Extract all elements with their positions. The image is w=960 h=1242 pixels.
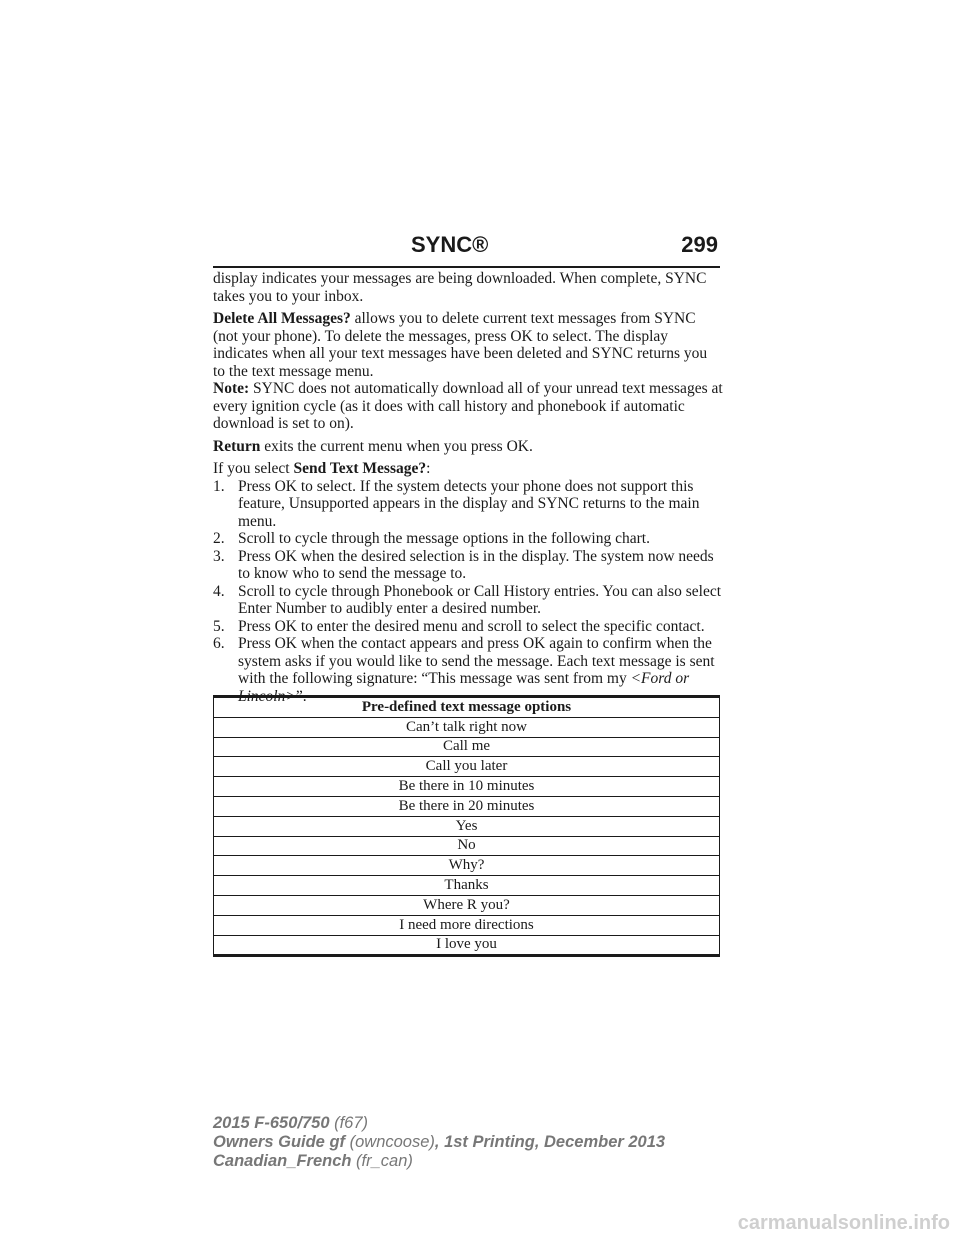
page-header [213, 228, 720, 268]
paragraph-send-intro [213, 460, 723, 478]
watermark: carmanualsonline.info [737, 1212, 950, 1234]
table-row: Call you later [214, 757, 720, 777]
message-options-table [213, 695, 720, 957]
footer-line-2: Owners Guide gf (owncoose), 1st Printing, December 2013 [213, 1133, 666, 1151]
page-body [213, 270, 723, 710]
paragraph-return [213, 438, 723, 456]
delete-all-text: allows you to delete current text messages from SYNC (not your phone). To delete the messages, press OK to select. The display indicates when all your text messages have been deleted and SYNC returns you to the text message menu. [213, 310, 708, 380]
send-text-label: Send Text Message? [293, 460, 427, 477]
table-row: Why? [214, 856, 720, 876]
print-footer [213, 1114, 665, 1171]
list-item: 5. Press OK to enter the desired menu and scroll to select the specific contact. [213, 617, 705, 635]
return-text: exits the current menu when you press OK. [260, 437, 533, 455]
paragraph-delete-all [213, 310, 723, 380]
table-row: I love you [214, 935, 720, 956]
list-item: 1. Press OK to select. If the system detects your phone does not support this feature, Unsupported appears in the display and SYNC returns to the main menu. [213, 477, 700, 530]
paragraph-note [213, 380, 723, 433]
page-number: 299 [681, 232, 718, 257]
table-row: Yes [214, 816, 720, 836]
send-colon: : [426, 460, 431, 477]
table-row: No [214, 836, 720, 856]
brand-placeholder: <Ford or Lincoln> [238, 670, 690, 705]
send-intro-text: If you select [213, 460, 294, 477]
footer-line-3: Canadian_French (fr_can) [213, 1152, 413, 1170]
list-item: 2. Scroll to cycle through the message options in the following chart. [213, 530, 650, 547]
footer-line-1: 2015 F-650/750 (f67) [213, 1114, 369, 1132]
table-row: Be there in 20 minutes [214, 796, 720, 816]
return-label: Return [213, 437, 261, 455]
list-item: 3. Press OK when the desired selection is in the display. The system now needs to know who to send the message to. [213, 547, 714, 582]
table-row: Be there in 10 minutes [214, 777, 720, 797]
steps-list [213, 478, 723, 706]
list-item: 6. Press OK when the contact appears and press OK again to confirm when the system asks if you would like to send the message. Each text message is sent with the following signature: “This message was sent from my <Ford or Lincoln>”. [213, 635, 715, 705]
note-label: Note: [213, 380, 250, 397]
delete-all-label: Delete All Messages? [213, 310, 351, 327]
table-header: Pre-defined text message options [214, 697, 720, 718]
note-text: SYNC does not automatically download all of your unread text messages at every ignition cycle (as it does with call history and phonebook if automatic download is set to on). [213, 380, 723, 432]
table-row: Call me [214, 737, 720, 757]
paragraph-intro: display indicates your messages are being downloaded. When complete, SYNC takes you to your inbox. [213, 270, 707, 305]
table-row: Thanks [214, 876, 720, 896]
section-title: SYNC® [411, 232, 489, 257]
list-item: 4. Scroll to cycle through Phonebook or Call History entries. You can also select Enter Number to audibly enter a desired number. [213, 582, 722, 617]
table-row: I need more directions [214, 915, 720, 935]
table-row: Can’t talk right now [214, 717, 720, 737]
table-row: Where R you? [214, 895, 720, 915]
